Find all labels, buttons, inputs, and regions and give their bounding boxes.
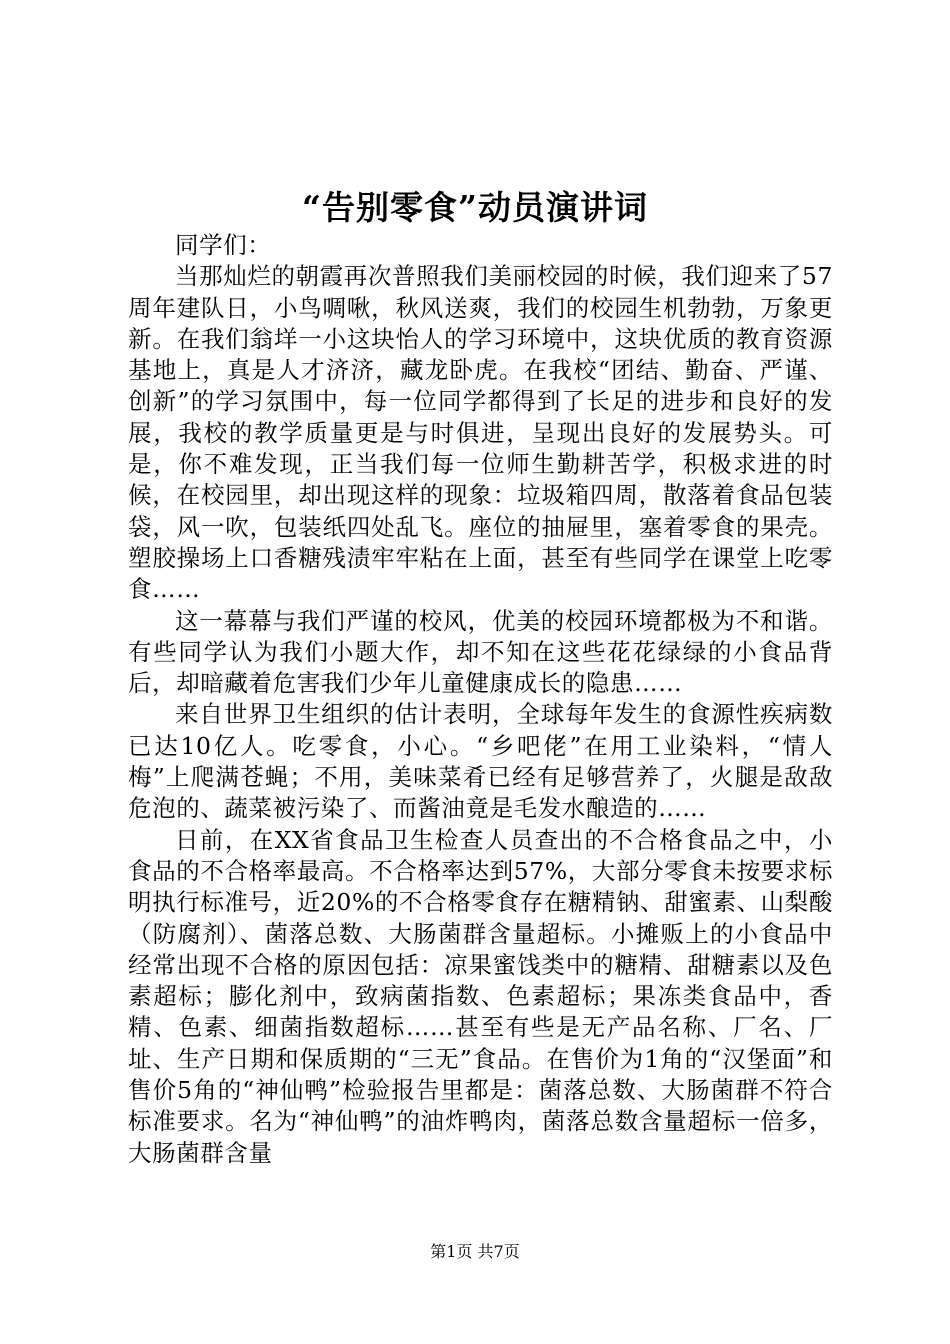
paragraph: 这一幕幕与我们严谨的校风，优美的校园环境都极为不和谐。有些同学认为我们小题大作，却不知在这些花花绿绿的小食品背后，却暗藏着危害我们少年儿童健康成长的隐患…… — [128, 606, 833, 698]
document-title: “告别零食”动员演讲词 — [302, 188, 648, 227]
page-number-footer: 第1页 共7页 — [430, 1242, 520, 1261]
paragraph: 来自世界卫生组织的估计表明，全球每年发生的食源性疾病数已达10亿人。吃零食，小心。“乡吧佬”在用工业染料，“情人梅”上爬满苍蝇；不用，美味菜肴已经有足够营养了，火腿是敌敌危泡的、蔬菜被污染了、而酱油竟是毛发水酿造的…… — [128, 700, 833, 823]
paragraph-salutation: 同学们： — [175, 231, 272, 259]
paragraph: 日前，在XX省食品卫生检查人员查出的不合格食品之中，小食品的不合格率最高。不合格率达到57%，大部分零食未按要求标明执行标准号，近20%的不合格零食存在糖精钠、甜蜜素、山梨酸（防腐剂）、菌落总数、大肠菌群含量超标。小摊贩上的小食品中经常出现不合格的原因包括：凉果蜜饯类中的糖精、甜糖素以及色素超标；膨化剂中，致病菌指数、色素超标；果冻类食品中，香精、色素、细菌指数超标……甚至有些是无产品名称、厂名、厂址、生产日期和保质期的“三无”食品。在售价为1角的“汉堡面”和售价5角的“神仙鸭”检验报告里都是：菌落总数、大肠菌群不符合标准要求。名为“神仙鸭”的油炸鸭肉，菌落总数含量超标一倍多，大肠菌群含量 — [128, 825, 833, 1167]
document-body — [128, 230, 833, 1169]
paragraph: 当那灿烂的朝霞再次普照我们美丽校园的时候，我们迎来了57周年建队日，小鸟啁啾，秋风送爽，我们的校园生机勃勃，万象更新。在我们翁垟一小这块怡人的学习环境中，这块优质的教育资源基地上，真是人才济济，藏龙卧虎。在我校“团结、勤奋、严谨、创新”的学习氛围中，每一位同学都得到了长足的进步和良好的发展，我校的教学质量更是与时俱进，呈现出良好的发展势头。可是，你不难发现，正当我们每一位师生勤耕苦学，积极求进的时候，在校园里，却出现这样的现象：垃圾箱四周，散落着食品包装袋，风一吹，包装纸四处乱飞。座位的抽屉里，塞着零食的果壳。塑胶操场上口香糖残渍牢牢粘在上面，甚至有些同学在课堂上吃零食…… — [128, 262, 833, 604]
